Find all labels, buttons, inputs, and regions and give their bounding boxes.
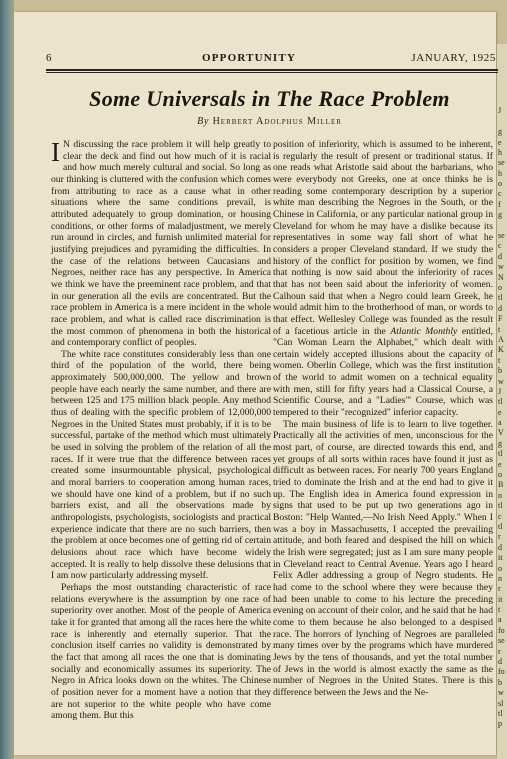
margin-fragment: g bbox=[498, 210, 502, 220]
margin-fragment: e bbox=[498, 459, 502, 469]
margin-fragment: A bbox=[498, 334, 504, 344]
margin-fragment: F bbox=[498, 314, 503, 324]
margin-fragment: tl bbox=[498, 397, 503, 407]
paragraph: The white race constitutes considerably less than one third of the population of the world, there being approximately 500,000,000. The yellow and brown people have each nearly the same number, and there are between 125 and 175 million black people. Any method thus of dealing with the specific problem of 12,000,000 Negroes in the United States must probably, if it is to be successful, partake of the method which must ultimately be used in solving the problem of the relation of all the races. If it were true that the difference between races created some insurmountable physical, psychological and moral barriers to cooperation among human races, we should have one kind of a problem, but if no such barriers exist, and all the observations made by anthropologists, psychologists, sociologists and practical experience indicate that there are no such barriers, then the problem at once becomes one of getting rid of certain delusions about race which have become widely accepted. It is really to help dissolve these delusions that I am now particularly addressing myself. bbox=[51, 348, 271, 582]
paragraph bbox=[273, 139, 493, 419]
margin-fragment: p bbox=[498, 719, 502, 729]
margin-fragment: t bbox=[498, 355, 501, 365]
margin-fragment: J bbox=[498, 386, 502, 396]
margin-fragment: a bbox=[498, 615, 502, 625]
facing-page-margin-text bbox=[498, 44, 507, 730]
margin-fragment: h bbox=[498, 168, 502, 178]
margin-fragment: w bbox=[498, 376, 504, 386]
paragraph: Perhaps the most outstanding characteristic of race relations everywhere is the assumption by one race of superiority over another. Most of the people of America take it for granted that among all the races here the white race is inherently and eternally superior. That the conclusion itself carries no validity is demonstrated by the fact that among all races the one that is dominating socially and economically assumes its superiority. The Negro in Africa looks down on the whites. The Chinese of position never for a moment have a notion that they are not superior to the white people who have come among them. But this bbox=[51, 581, 271, 722]
margin-fragment bbox=[498, 65, 507, 75]
running-header bbox=[46, 52, 496, 70]
margin-fragment: w bbox=[498, 262, 504, 272]
paragraph-text: position of inferiority, which is assumed to be inherent, is regularly the result of present or traditional status. If one reads what Aristotle said about the barbarians, who were everybody not Greeks, one at once thinks he is reading some contemporary description by a superior white man describing the Negroes in the South, or the Chinese in California, or any particular national group in Cleveland for whom he may have a dislike because its representatives in some way fall short of what he considers a proper Cleveland standard. If we study the history of the conflict for position by women, we find that nothing is now said about the inferiority of races that has not been said about the inferiority of women. Calhoun said that when a Negro could learn Greek, he would admit him to the brotherhood of man, or words to that effect. Wellesley College was founded as the result of a facetious article in the bbox=[273, 139, 493, 337]
paragraph-text: N discussing the race problem it will help greatly to clear the deck and find out how much of it is racial and how much merely cultural and social. So long as our thinking is cluttered with the confusion which comes from attributing to race as a cause what in other situations where the same conditions prevail, is attributed adequately to group domination, or housing conditions, or other forms of maladjustment, we merely run around in circles, and furnish unlimited material for justifying prejudices and pyramiding the difficulties. In the case of the relations between Caucasians and Negroes, neither race has any perspective. In America we think we have the preeminent race problem, and that in our generation all the evils are concentrated. But the race problem in America is a mere incident in the whole race problem, and what is called race discrimination is the most common of phenomena in both the historical and contemporary conflict of peoples. bbox=[51, 139, 271, 349]
margin-fragment: c bbox=[498, 241, 502, 251]
margin-fragment: r bbox=[498, 584, 501, 594]
margin-fragment: t bbox=[498, 605, 501, 615]
margin-fragment: K bbox=[498, 345, 504, 355]
margin-fragment: r bbox=[498, 646, 501, 656]
paragraph bbox=[51, 139, 271, 349]
margin-fragment: w bbox=[498, 688, 504, 698]
margin-fragment: n bbox=[498, 573, 502, 583]
margin-fragment: d bbox=[498, 657, 502, 667]
margin-fragment: d bbox=[498, 542, 502, 552]
article-column-left bbox=[51, 139, 271, 722]
paragraph: The main business of life is to learn to live together. Practically all the activities of men, unconscious for the most part, of course, are directed towards this end, and yet groups of all sorts within races have found it just as difficult as between races. For nearly 700 years England tried to dominate the Irish and at the end had to give it up. The English idea in America found expression in signs that used to be put up two generations ago in Boston: "Help Wanted,—No Irish Need Apply." When I was a boy in Massachusetts, I accepted the prevailing attitude, and both feared and despised the hill on which the Irish were segregated; just as I am sure many people in Cleveland react to Central Avenue. Years ago I heard Felix Adler addressing a group of Negro students. He had come to the school where they were because they had been unable to come to his lecture the preceding evening on account of their color, and he said that he had come to them because he also belonged to a despised race. The horrors of lynching of Negroes are paralleled many times over by the programs which have murdered Jews by the tens of thousands, and yet the total number of Jews in the world is almost exactly the same as the number of Negroes in the United States. There is this difference between the Jews and the Ne- bbox=[273, 418, 493, 698]
margin-fragment: fo bbox=[498, 667, 505, 677]
margin-fragment: f bbox=[498, 199, 501, 209]
margin-fragment: tl bbox=[498, 521, 503, 531]
margin-fragment: a bbox=[498, 418, 502, 428]
margin-fragment: b bbox=[498, 677, 502, 687]
byline bbox=[46, 116, 493, 127]
magazine-name: OPPORTUNITY bbox=[202, 52, 297, 64]
margin-fragment: V bbox=[498, 428, 504, 438]
margin-fragment: N bbox=[498, 272, 504, 282]
margin-fragment: r bbox=[498, 532, 501, 542]
issue-date: JANUARY, 1925 bbox=[411, 52, 496, 64]
article-title: Some Universals in The Race Problem bbox=[89, 86, 450, 111]
margin-fragment: it bbox=[498, 594, 503, 604]
margin-fragment: o bbox=[498, 179, 502, 189]
margin-fragment: tl bbox=[498, 293, 503, 303]
margin-fragment: J bbox=[498, 106, 502, 116]
margin-fragment: se bbox=[498, 231, 505, 241]
margin-fragment: d bbox=[498, 251, 502, 261]
margin-fragment: se bbox=[498, 158, 505, 168]
drop-cap: I bbox=[51, 137, 60, 167]
magazine-reference: Atlantic Monthly bbox=[390, 325, 458, 337]
margin-fragment bbox=[498, 44, 507, 54]
margin-fragment: b bbox=[498, 366, 502, 376]
margin-fragment bbox=[498, 96, 507, 106]
article-column-right bbox=[273, 139, 493, 699]
margin-fragment: t bbox=[498, 324, 501, 334]
page-number: 6 bbox=[46, 52, 52, 64]
margin-fragment: tl bbox=[498, 449, 503, 459]
margin-fragment: g bbox=[498, 438, 502, 448]
margin-fragment: c bbox=[498, 511, 502, 521]
margin-fragment: sl bbox=[498, 698, 504, 708]
margin-fragment: g bbox=[498, 127, 502, 137]
margin-fragment: se bbox=[498, 636, 505, 646]
margin-fragment bbox=[498, 54, 507, 64]
margin-fragment: o bbox=[498, 470, 502, 480]
binding-spine bbox=[0, 0, 14, 759]
margin-fragment: e bbox=[498, 407, 502, 417]
margin-fragment: it bbox=[498, 553, 503, 563]
header-rule bbox=[46, 69, 498, 73]
margin-fragment: B bbox=[498, 480, 504, 490]
margin-fragment: d bbox=[498, 303, 502, 313]
margin-fragment: n bbox=[498, 490, 502, 500]
author-name: Herbert Adolphus Miller bbox=[212, 116, 342, 127]
paragraph-text: entitled, "Can Woman Learn the Alphabet," which dealt with certain widely accepted illusions about the capacity of women. Oberlin College, which was the first institution of the world to admit women on a technical equality with men, still for fifty years had a Classical Course, a Scientific Course, and a "Ladies'" Course, which was tempered to their "recognized" inferior capacity. bbox=[273, 325, 493, 419]
margin-fragment bbox=[498, 221, 507, 231]
margin-fragment: tl bbox=[498, 709, 503, 718]
margin-fragment bbox=[498, 117, 507, 127]
margin-fragment bbox=[498, 86, 507, 96]
byline-prefix: By bbox=[197, 116, 210, 127]
facing-page-edge bbox=[497, 44, 507, 759]
margin-fragment: h bbox=[498, 147, 502, 157]
margin-fragment: o bbox=[498, 282, 502, 292]
margin-fragment: fo bbox=[498, 625, 505, 635]
margin-fragment: o bbox=[498, 563, 502, 573]
margin-fragment: e bbox=[498, 137, 502, 147]
margin-fragment: tl bbox=[498, 501, 503, 511]
margin-fragment: c bbox=[498, 189, 502, 199]
margin-fragment bbox=[498, 75, 507, 85]
